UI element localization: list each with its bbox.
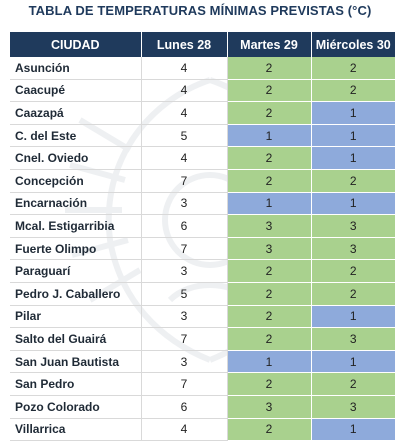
- miercoles-value-cell: 1: [311, 102, 395, 125]
- header-ciudad: CIUDAD: [10, 32, 141, 57]
- city-cell: Mcal. Estigarribia: [10, 215, 141, 238]
- martes-value-cell: 2: [227, 418, 311, 441]
- miercoles-value-cell: 2: [311, 373, 395, 396]
- city-cell: Concepción: [10, 169, 141, 192]
- lunes-value-cell: 3: [141, 305, 227, 328]
- martes-value-cell: 3: [227, 237, 311, 260]
- table-row: [10, 373, 395, 396]
- table-row: [10, 102, 395, 125]
- table-body: [10, 57, 395, 441]
- lunes-value-cell: 5: [141, 282, 227, 305]
- city-cell: Pilar: [10, 305, 141, 328]
- miercoles-value-cell: 1: [311, 192, 395, 215]
- miercoles-value-cell: 3: [311, 328, 395, 351]
- miercoles-value-cell: 2: [311, 57, 395, 79]
- martes-value-cell: 2: [227, 373, 311, 396]
- miercoles-value-cell: 2: [311, 260, 395, 283]
- header-lunes: Lunes 28: [141, 32, 227, 57]
- table-row: [10, 328, 395, 351]
- header-row: [10, 32, 395, 57]
- miercoles-value-cell: 2: [311, 79, 395, 102]
- martes-value-cell: 2: [227, 102, 311, 125]
- miercoles-value-cell: 3: [311, 237, 395, 260]
- lunes-value-cell: 7: [141, 328, 227, 351]
- table-row: [10, 215, 395, 238]
- miercoles-value-cell: 1: [311, 124, 395, 147]
- lunes-value-cell: 4: [141, 147, 227, 170]
- martes-value-cell: 1: [227, 350, 311, 373]
- lunes-value-cell: 7: [141, 237, 227, 260]
- table-row: [10, 147, 395, 170]
- lunes-value-cell: 4: [141, 102, 227, 125]
- miercoles-value-cell: 3: [311, 215, 395, 238]
- miercoles-value-cell: 1: [311, 418, 395, 441]
- martes-value-cell: 1: [227, 192, 311, 215]
- lunes-value-cell: 3: [141, 350, 227, 373]
- lunes-value-cell: 6: [141, 215, 227, 238]
- city-cell: Paraguarí: [10, 260, 141, 283]
- table-title: TABLA DE TEMPERATURAS MÍNIMAS PREVISTAS (°C): [28, 3, 372, 18]
- table-row: [10, 237, 395, 260]
- lunes-value-cell: 4: [141, 79, 227, 102]
- table-row: [10, 282, 395, 305]
- miercoles-value-cell: 2: [311, 282, 395, 305]
- temperature-table: [10, 32, 395, 441]
- table-row: [10, 395, 395, 418]
- martes-value-cell: 1: [227, 124, 311, 147]
- city-cell: Cnel. Oviedo: [10, 147, 141, 170]
- lunes-value-cell: 7: [141, 169, 227, 192]
- miercoles-value-cell: 1: [311, 305, 395, 328]
- miercoles-value-cell: 2: [311, 169, 395, 192]
- martes-value-cell: 2: [227, 260, 311, 283]
- city-cell: Fuerte Olimpo: [10, 237, 141, 260]
- miercoles-value-cell: 3: [311, 395, 395, 418]
- table-row: [10, 79, 395, 102]
- martes-value-cell: 2: [227, 305, 311, 328]
- city-cell: Pedro J. Caballero: [10, 282, 141, 305]
- city-cell: Asunción: [10, 57, 141, 79]
- martes-value-cell: 2: [227, 169, 311, 192]
- lunes-value-cell: 5: [141, 124, 227, 147]
- table-row: [10, 169, 395, 192]
- city-cell: Salto del Guairá: [10, 328, 141, 351]
- martes-value-cell: 3: [227, 215, 311, 238]
- lunes-value-cell: 3: [141, 192, 227, 215]
- city-cell: Caazapá: [10, 102, 141, 125]
- table-row: [10, 305, 395, 328]
- lunes-value-cell: 6: [141, 395, 227, 418]
- table-row: [10, 260, 395, 283]
- table-row: [10, 192, 395, 215]
- header-martes: Martes 29: [227, 32, 311, 57]
- table-row: [10, 418, 395, 441]
- martes-value-cell: 3: [227, 395, 311, 418]
- miercoles-value-cell: 1: [311, 350, 395, 373]
- martes-value-cell: 2: [227, 57, 311, 79]
- city-cell: San Pedro: [10, 373, 141, 396]
- martes-value-cell: 2: [227, 79, 311, 102]
- table-row: [10, 350, 395, 373]
- martes-value-cell: 2: [227, 328, 311, 351]
- martes-value-cell: 2: [227, 282, 311, 305]
- lunes-value-cell: 4: [141, 57, 227, 79]
- lunes-value-cell: 4: [141, 418, 227, 441]
- city-cell: San Juan Bautista: [10, 350, 141, 373]
- lunes-value-cell: 3: [141, 260, 227, 283]
- table-row: [10, 124, 395, 147]
- table-row: [10, 57, 395, 79]
- city-cell: Pozo Colorado: [10, 395, 141, 418]
- miercoles-value-cell: 1: [311, 147, 395, 170]
- lunes-value-cell: 7: [141, 373, 227, 396]
- header-miercoles: Miércoles 30: [311, 32, 395, 57]
- city-cell: Encarnación: [10, 192, 141, 215]
- city-cell: Caacupé: [10, 79, 141, 102]
- city-cell: C. del Este: [10, 124, 141, 147]
- martes-value-cell: 2: [227, 147, 311, 170]
- city-cell: Villarrica: [10, 418, 141, 441]
